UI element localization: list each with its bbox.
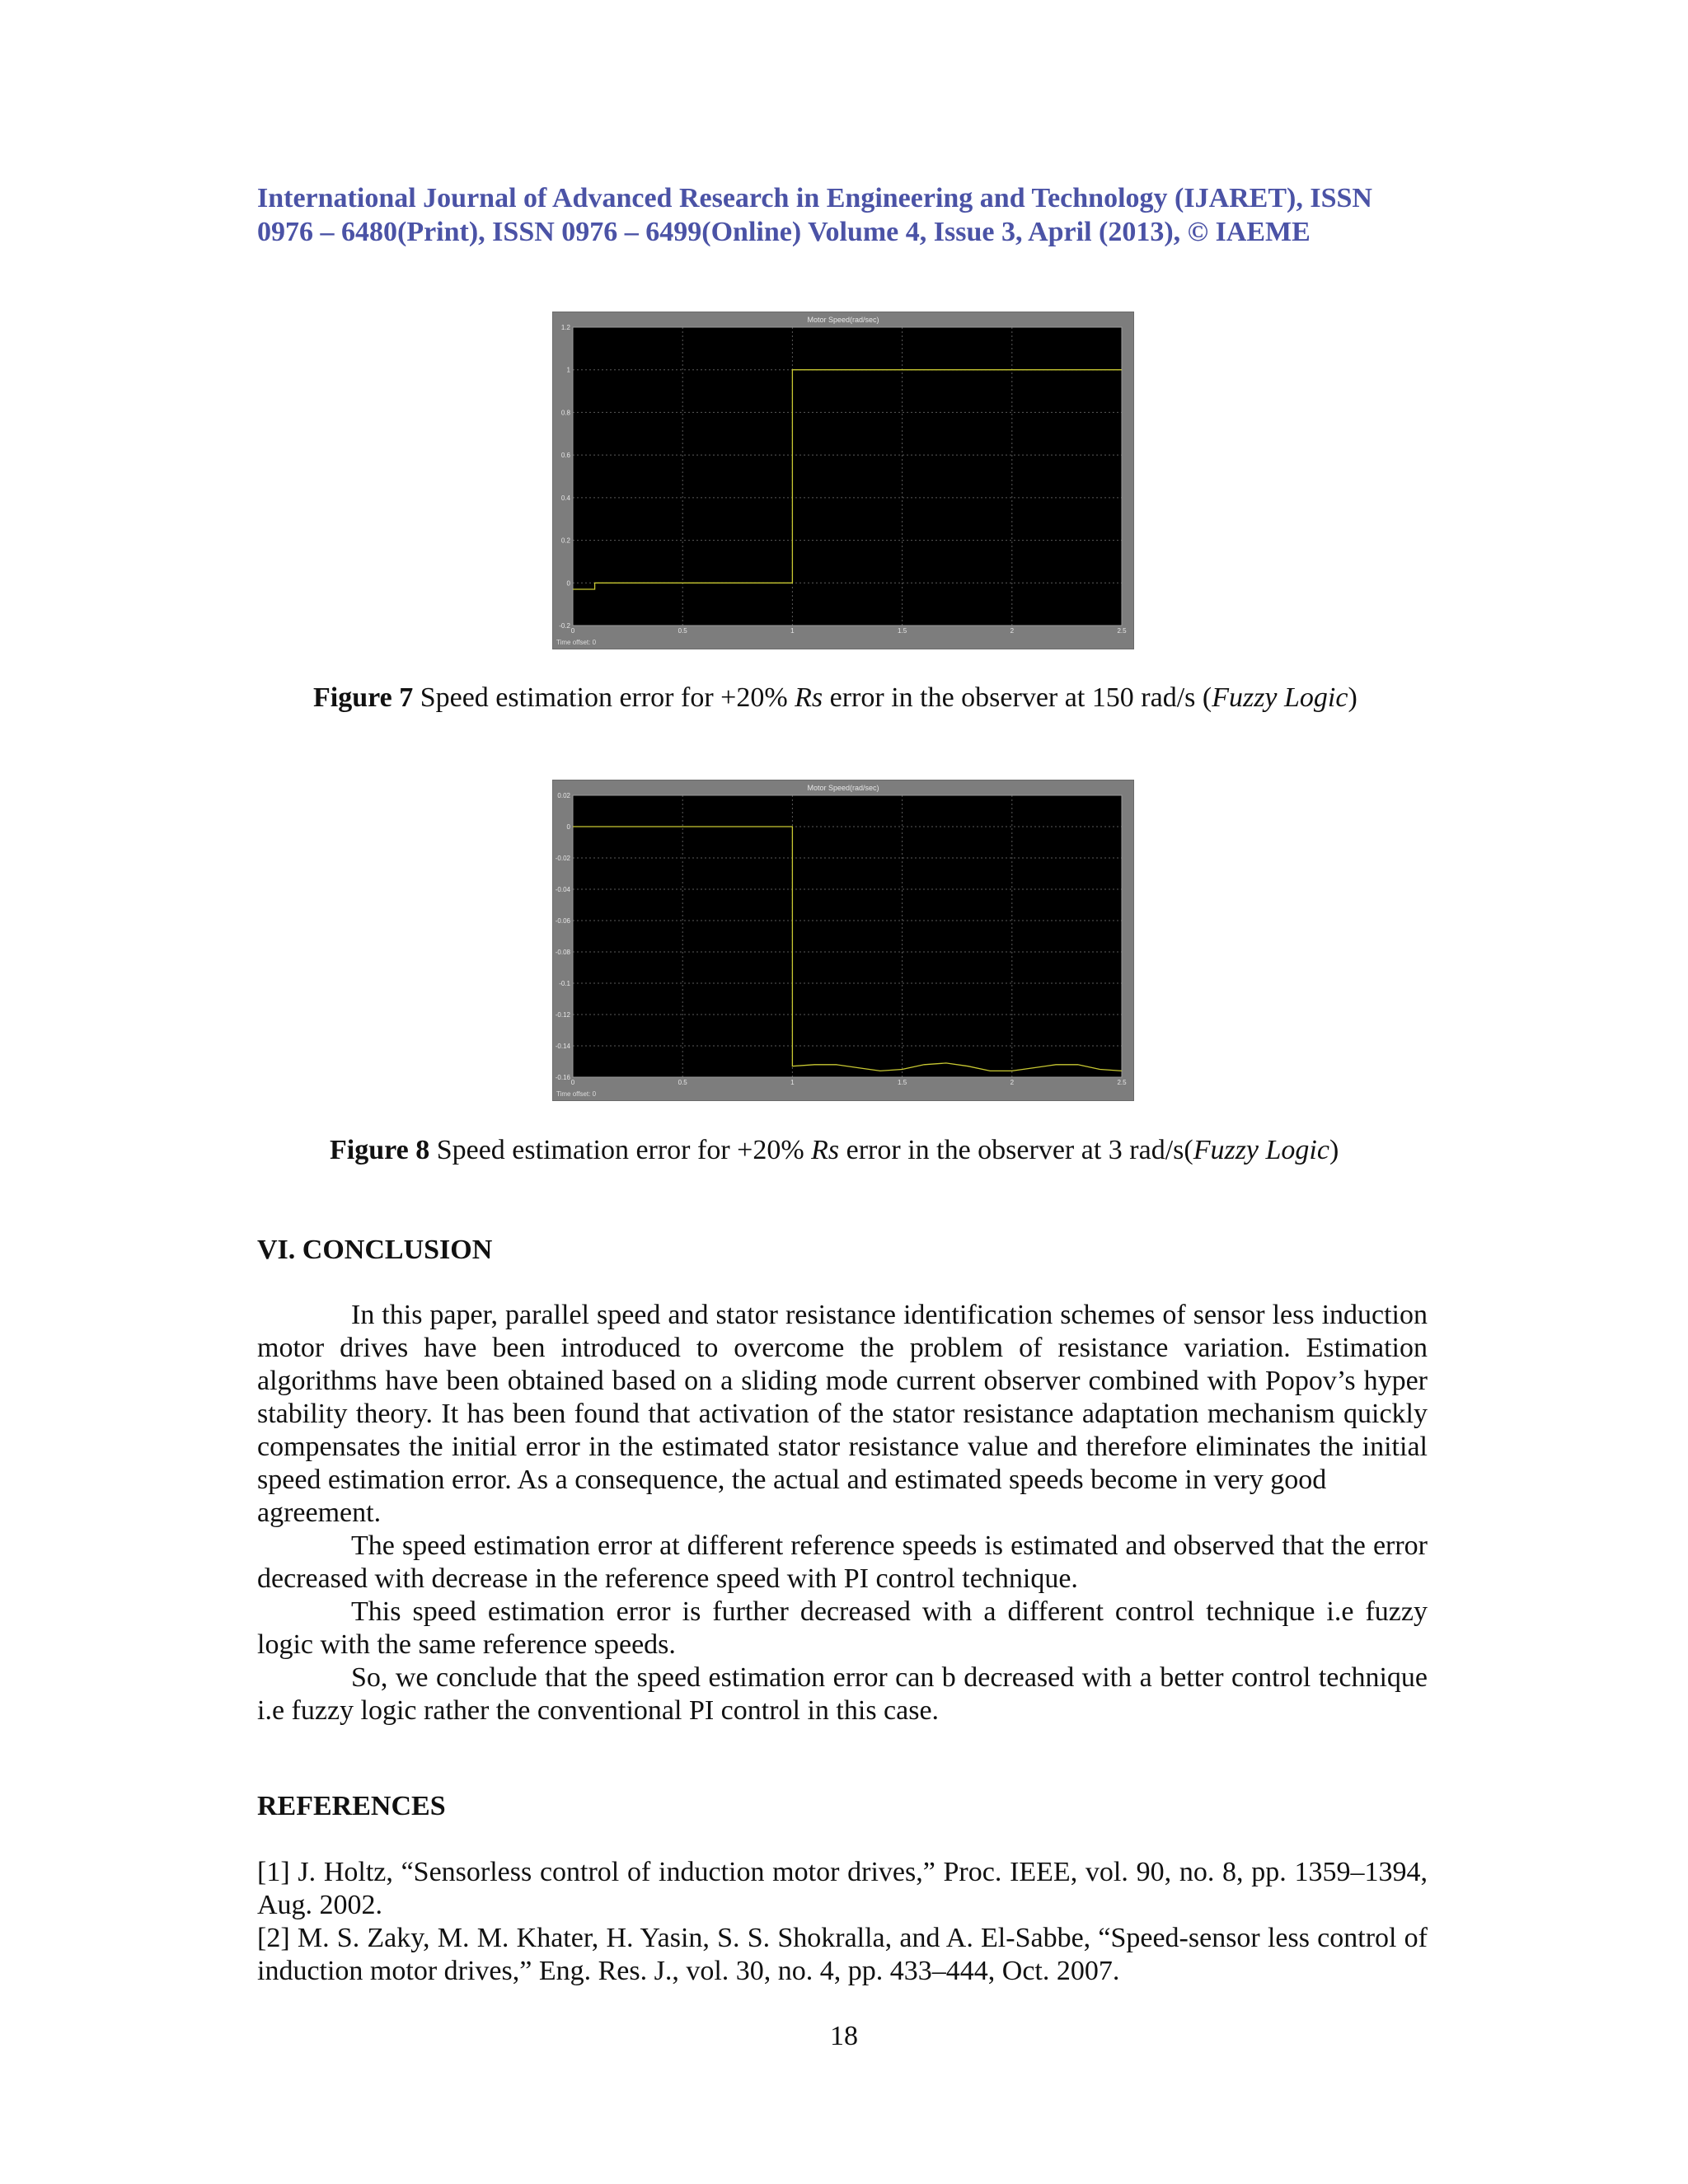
figure-7-label: Figure 7: [313, 682, 414, 713]
conclusion-paragraph-1: In this paper, parallel speed and stator resistance identification schemes of sensor less induction motor drives have been introduced to overcome the problem of resistance variation. Estimation algorithms have been obtained based on a sliding mode current observer combined with Popov’s hyper stability theory. It has been found that activation of the stator resistance adaptation mechanism quickly compensates the initial error in the estimated stator resistance value and therefore eliminates the initial speed estimation error. As a consequence, the actual and estimated speeds become in very good: [257, 1300, 1428, 1495]
figure-8-plot-border: [573, 795, 1122, 1077]
figure-8-x-tick-label: 1: [790, 1079, 795, 1086]
figure-7-y-tick-label: 0.2: [560, 537, 570, 545]
reference-item: [2] M. S. Zaky, M. M. Khater, H. Yasin, S. S. Shokralla, and A. El-Sabbe, “Speed-sensor less control of induction motor drives,” Eng. Res. J., vol. 30, no. 4, pp. 433–444, Oct. 2007.: [257, 1923, 1428, 1986]
figure-8-caption: [330, 1134, 1339, 1167]
figure-7-x-tick-label: 2.5: [1117, 627, 1127, 635]
figure-8-x-tick-label: 0: [570, 1079, 575, 1086]
conclusion-paragraph-4: So, we conclude that the speed estimation error can b decreased with a better control technique i.e fuzzy logic rather the conventional PI control in this case.: [257, 1662, 1428, 1726]
conclusion-heading: VI. CONCLUSION: [257, 1235, 493, 1265]
figure-7-y-tick-label: 1.2: [560, 324, 570, 331]
figure-8-scope: [552, 780, 1134, 1101]
figure-7-caption-pre: Speed estimation error for +20%: [413, 682, 795, 713]
figure-7-caption-var: Rs: [795, 682, 823, 713]
references-heading: REFERENCES: [257, 1791, 446, 1821]
figure-8-x-tick-label: 2: [1010, 1079, 1015, 1086]
figure-7-time-offset: Time offset: 0: [556, 639, 597, 646]
figure-7-x-tick-label: 0: [570, 627, 575, 635]
conclusion-paragraph-2: The speed estimation error at different reference speeds is estimated and observed that the error decreased with decrease in the reference speed with PI control technique.: [257, 1530, 1428, 1594]
conclusion-body: [257, 1299, 1428, 1727]
figure-8-scope-title: Motor Speed(rad/sec): [807, 784, 879, 792]
conclusion-paragraph-1-tail: agreement.: [257, 1497, 382, 1528]
figure-7-plot-border: [573, 327, 1122, 626]
figure-8-label: Figure 8: [330, 1135, 430, 1165]
figure-7-x-tick-label: 1.5: [898, 627, 907, 635]
figure-8-caption-var: Rs: [811, 1135, 840, 1165]
header-line-1: International Journal of Advanced Research in Engineering and Technology (IJARET), ISSN: [257, 183, 1372, 213]
figure-7-x-tick-label: 1: [790, 627, 795, 635]
figure-8-time-offset: Time offset: 0: [556, 1090, 597, 1098]
figure-8-y-tick-label: -0.02: [555, 855, 570, 862]
figure-7-chart: [553, 312, 1133, 649]
figure-8-caption-method: Fuzzy Logic: [1193, 1135, 1329, 1165]
figure-8-y-tick-label: 0.02: [557, 792, 570, 799]
figure-8-x-tick-label: 2.5: [1117, 1079, 1127, 1086]
figure-7-scope: [552, 312, 1134, 649]
figure-8-x-tick-label: 1.5: [898, 1079, 907, 1086]
figure-7-y-tick-label: 0.8: [560, 409, 570, 417]
figure-7-y-tick-label: -0.2: [559, 622, 570, 630]
conclusion-paragraph-3: This speed estimation error is further decreased with a different control technique i.e fuzzy logic with the same reference speeds.: [257, 1596, 1428, 1660]
figure-7-caption-post: error in the observer at 150 rad/s (: [823, 682, 1212, 713]
page-number: 18: [830, 2021, 858, 2051]
figure-8-y-tick-label: -0.14: [555, 1043, 570, 1050]
figure-8-y-tick-label: -0.04: [555, 886, 570, 893]
figure-8-y-tick-label: -0.1: [559, 980, 570, 987]
figure-8-y-tick-label: -0.12: [555, 1011, 570, 1019]
figure-8-x-tick-label: 0.5: [678, 1079, 687, 1086]
figure-8-caption-pre: Speed estimation error for +20%: [429, 1135, 812, 1165]
figure-8-chart: [553, 780, 1133, 1100]
figure-8-caption-post: error in the observer at 3 rad/s(: [839, 1135, 1193, 1165]
figure-8-y-tick-label: -0.08: [555, 949, 570, 956]
figure-7-caption-method: Fuzzy Logic: [1212, 682, 1348, 713]
figure-7-trace-line: [573, 370, 1122, 589]
figure-8-y-tick-label: -0.06: [555, 917, 570, 925]
references-list: [257, 1856, 1428, 1988]
journal-header: [257, 181, 1428, 249]
figure-7-caption-end: ): [1348, 682, 1357, 713]
figure-7-y-tick-label: 0: [566, 579, 570, 588]
figure-8-caption-end: ): [1329, 1135, 1339, 1165]
header-line-2: 0976 – 6480(Print), ISSN 0976 – 6499(Online) Volume 4, Issue 3, April (2013), © IAEME: [257, 217, 1311, 247]
figure-8-y-tick-label: 0: [566, 823, 570, 831]
figure-7-y-tick-label: 0.4: [560, 494, 570, 502]
figure-7-y-tick-label: 1: [566, 366, 570, 374]
figure-8-trace-line: [573, 827, 1122, 1071]
figure-7-caption: [313, 682, 1357, 715]
figure-7-x-tick-label: 2: [1010, 627, 1015, 635]
figure-7-y-tick-label: 0.6: [560, 452, 570, 460]
figure-7-scope-title: Motor Speed(rad/sec): [807, 316, 879, 324]
reference-item: [1] J. Holtz, “Sensorless control of induction motor drives,” Proc. IEEE, vol. 90, no. 8, pp. 1359–1394, Aug. 2002.: [257, 1857, 1428, 1920]
figure-8-y-tick-label: -0.16: [555, 1074, 570, 1081]
figure-7-x-tick-label: 0.5: [678, 627, 687, 635]
